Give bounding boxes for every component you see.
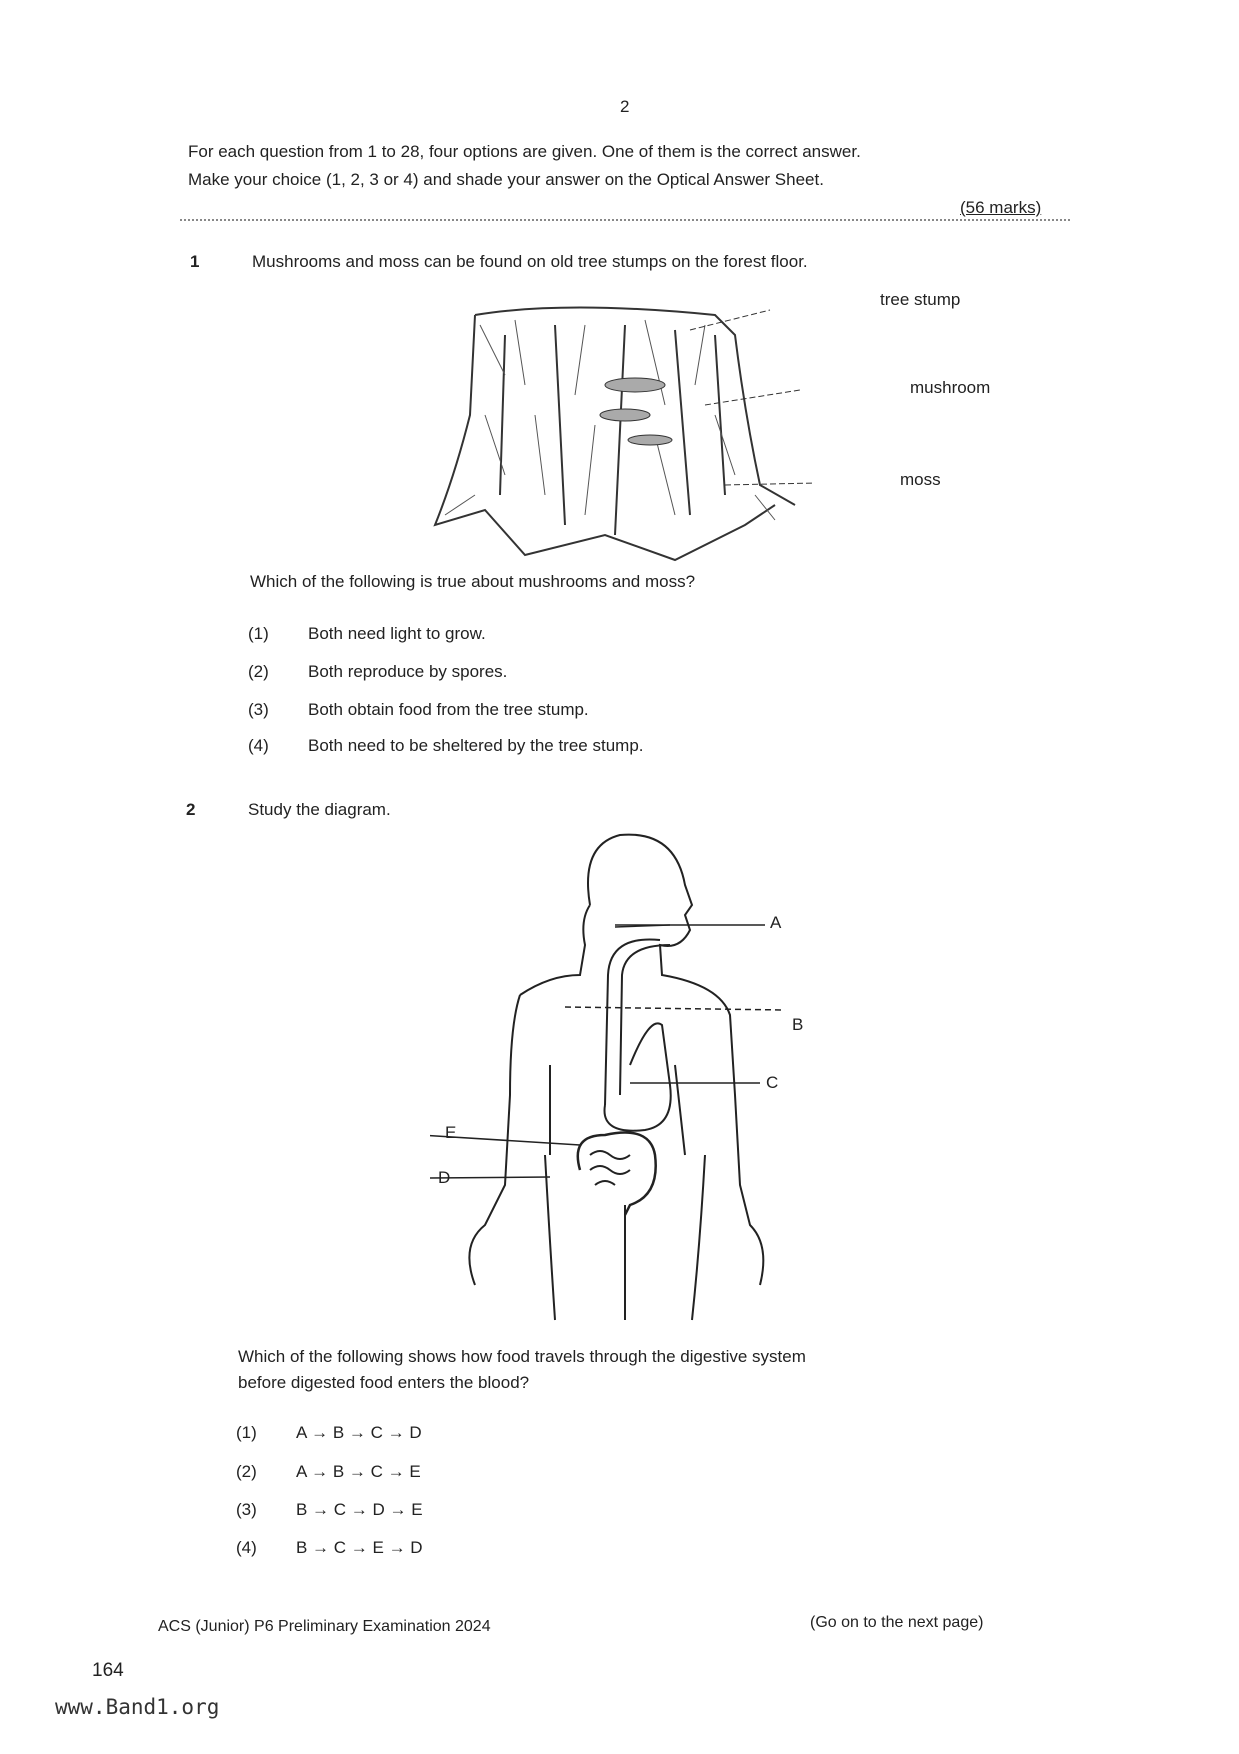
q2-option-4-text: B → C → E → D <box>296 1538 423 1557</box>
q2-option-2-text: A → B → C → E <box>296 1462 421 1481</box>
total-marks: (56 marks) <box>960 198 1042 217</box>
q1-option-3-text: Both obtain food from the tree stump. <box>308 700 589 719</box>
label-tree-stump: tree stump <box>880 290 961 309</box>
question-1-number: 1 <box>190 252 200 271</box>
label-e: E <box>445 1123 457 1142</box>
q1-option-4-label: (4) <box>248 736 269 755</box>
label-c: C <box>766 1073 779 1092</box>
question-1-stem: Mushrooms and moss can be found on old tree stumps on the forest floor. <box>252 252 808 271</box>
question-2-prompt-line-2: before digested food enters the blood? <box>238 1373 530 1392</box>
page-number: 2 <box>620 97 630 116</box>
q1-option-1-label: (1) <box>248 624 269 643</box>
watermark: www.Band1.org <box>55 1695 220 1719</box>
label-moss: moss <box>900 470 941 489</box>
q1-option-2-label: (2) <box>248 662 269 681</box>
q2-option-4-label: (4) <box>236 1538 257 1557</box>
q1-option-3-label: (3) <box>248 700 269 719</box>
q2-option-1-label: (1) <box>236 1423 257 1442</box>
divider <box>180 219 1070 221</box>
label-a: A <box>770 913 782 932</box>
question-2-number: 2 <box>186 800 196 819</box>
label-b: B <box>792 1015 804 1034</box>
question-2-stem: Study the diagram. <box>248 800 391 819</box>
q1-option-4-text: Both need to be sheltered by the tree stump. <box>308 736 644 755</box>
tree-stump-illustration <box>415 295 835 565</box>
question-1-prompt: Which of the following is true about mushrooms and moss? <box>250 572 696 591</box>
instructions-line-2: Make your choice (1, 2, 3 or 4) and shade your answer on the Optical Answer Sheet. <box>188 170 824 189</box>
q2-option-1-text: A → B → C → D <box>296 1423 422 1442</box>
q2-option-2-label: (2) <box>236 1462 257 1481</box>
footer-exam-title: ACS (Junior) P6 Preliminary Examination 2024 <box>158 1618 491 1635</box>
label-d: D <box>438 1168 451 1187</box>
page-code: 164 <box>92 1660 124 1681</box>
question-2-prompt-line-1: Which of the following shows how food travels through the digestive system <box>238 1347 806 1366</box>
q1-option-2-text: Both reproduce by spores. <box>308 662 508 681</box>
q1-option-1-text: Both need light to grow. <box>308 624 486 643</box>
q2-option-3-label: (3) <box>236 1500 257 1519</box>
label-mushroom: mushroom <box>910 378 991 397</box>
digestive-system-diagram <box>430 825 790 1325</box>
q2-option-3-text: B → C → D → E <box>296 1500 423 1519</box>
instructions-line-1: For each question from 1 to 28, four options are given. One of them is the correct answer. <box>188 142 861 161</box>
footer-continue: (Go on to the next page) <box>810 1614 984 1631</box>
